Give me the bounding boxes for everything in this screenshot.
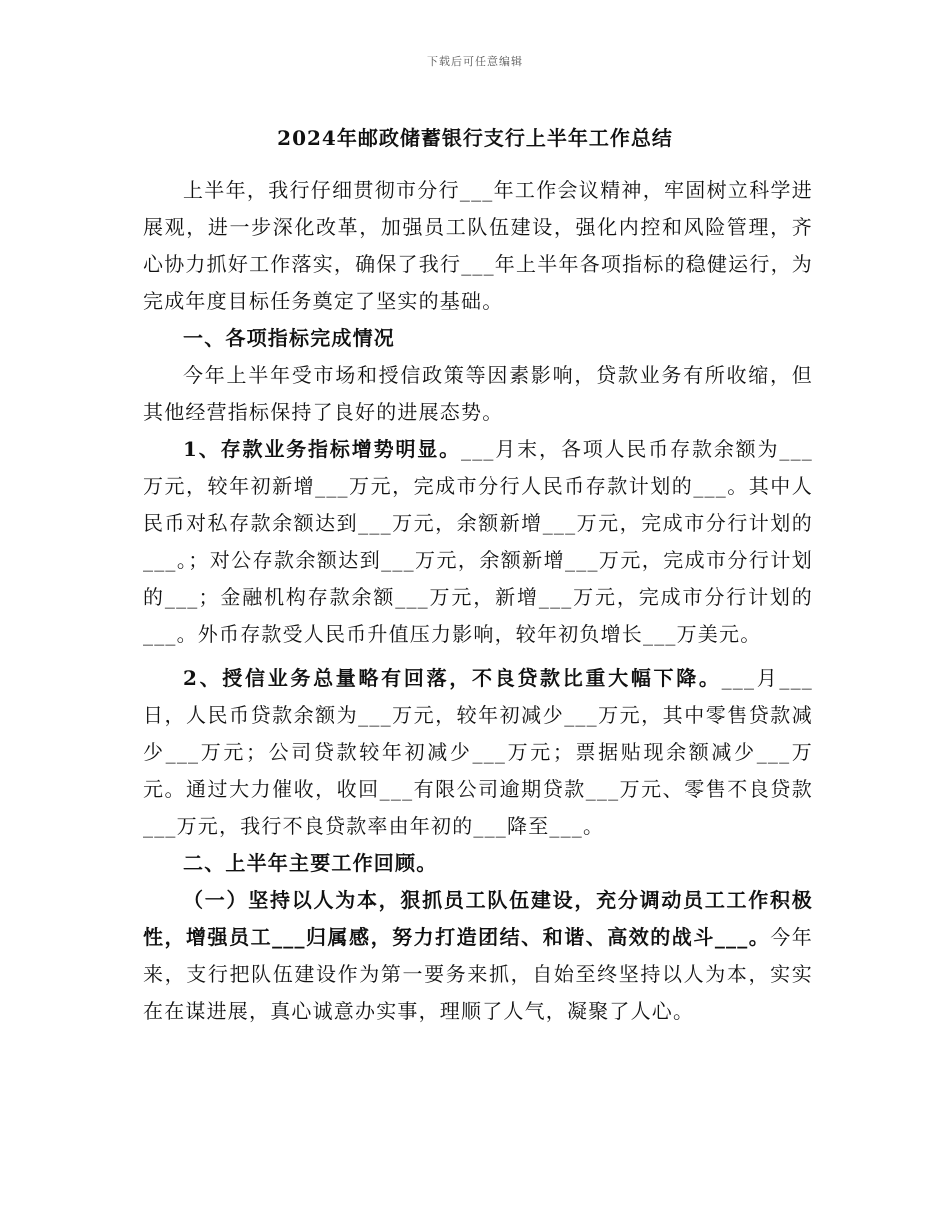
paragraph-text: 今年上半年受市场和授信政策等因素影响，贷款业务有所收缩，但其他经营指标保持了良好的进展态势。 bbox=[143, 363, 813, 424]
paragraph-lead: （一）坚持以人为本，狠抓员工队伍建设，充分调动员工工作积极性，增强员工___归属感，努力打造团结、和谐、高效的战斗___。 bbox=[143, 888, 813, 949]
paragraph-lead: 2、授信业务总量略有回落，不良贷款比重大幅下降。 bbox=[183, 666, 722, 690]
section-heading-2 bbox=[143, 845, 813, 882]
document-title: 2024年邮政储蓄银行支行上半年工作总结 bbox=[277, 126, 673, 150]
heading-text: 一、各项指标完成情况 bbox=[183, 326, 395, 350]
credit-paragraph bbox=[143, 660, 813, 845]
section-heading-1 bbox=[143, 320, 813, 357]
page-header: 下载后可任意编辑 bbox=[427, 55, 523, 68]
paragraph-text: ___月末，各项人民币存款余额为___万元，较年初新增___万元，完成市分行人民币存款计划的___。其中人民币对私存款余额达到___万元，余额新增___万元，完成市分行计划的___。；对公存款余额达到___万元，余额新增___万元，完成市分行计划的___；金融机构存款余额___万元，新增___万元，完成市分行计划的___。外币存款受人民币升值压力影响，较年初负增长___万美元。 bbox=[143, 437, 813, 646]
paragraph-text: 今年来，支行把队伍建设作为第一要务来抓，自始至终坚持以人为本，实实在在谋进展，真心诚意办实事，理顺了人气，凝聚了人心。 bbox=[143, 925, 813, 1023]
paragraph-text: ___月___日，人民币贷款余额为___万元，较年初减少___万元，其中零售贷款减少___万元；公司贷款较年初减少___万元；票据贴现余额减少___万元。通过大力催收，收回___有限公司逾期贷款___万元、零售不良贷款___万元，我行不良贷款率由年初的___降至___。 bbox=[143, 666, 814, 838]
heading-text: 二、上半年主要工作回顾。 bbox=[183, 851, 438, 875]
section-1-paragraph bbox=[143, 357, 813, 431]
paragraph-text: 上半年，我行仔细贯彻市分行___年工作会议精神，牢固树立科学进展观，进一步深化改革，加强员工队伍建设，强化内控和风险管理，齐心协力抓好工作落实，确保了我行___年上半年各项指标的稳健运行，为完成年度目标任务奠定了坚实的基础。 bbox=[143, 178, 813, 313]
paragraph-lead: 1、存款业务指标增势明显。 bbox=[183, 437, 462, 461]
intro-paragraph bbox=[143, 172, 813, 320]
deposit-paragraph bbox=[143, 431, 813, 653]
staff-paragraph bbox=[143, 882, 813, 1030]
document-body bbox=[143, 172, 813, 1030]
